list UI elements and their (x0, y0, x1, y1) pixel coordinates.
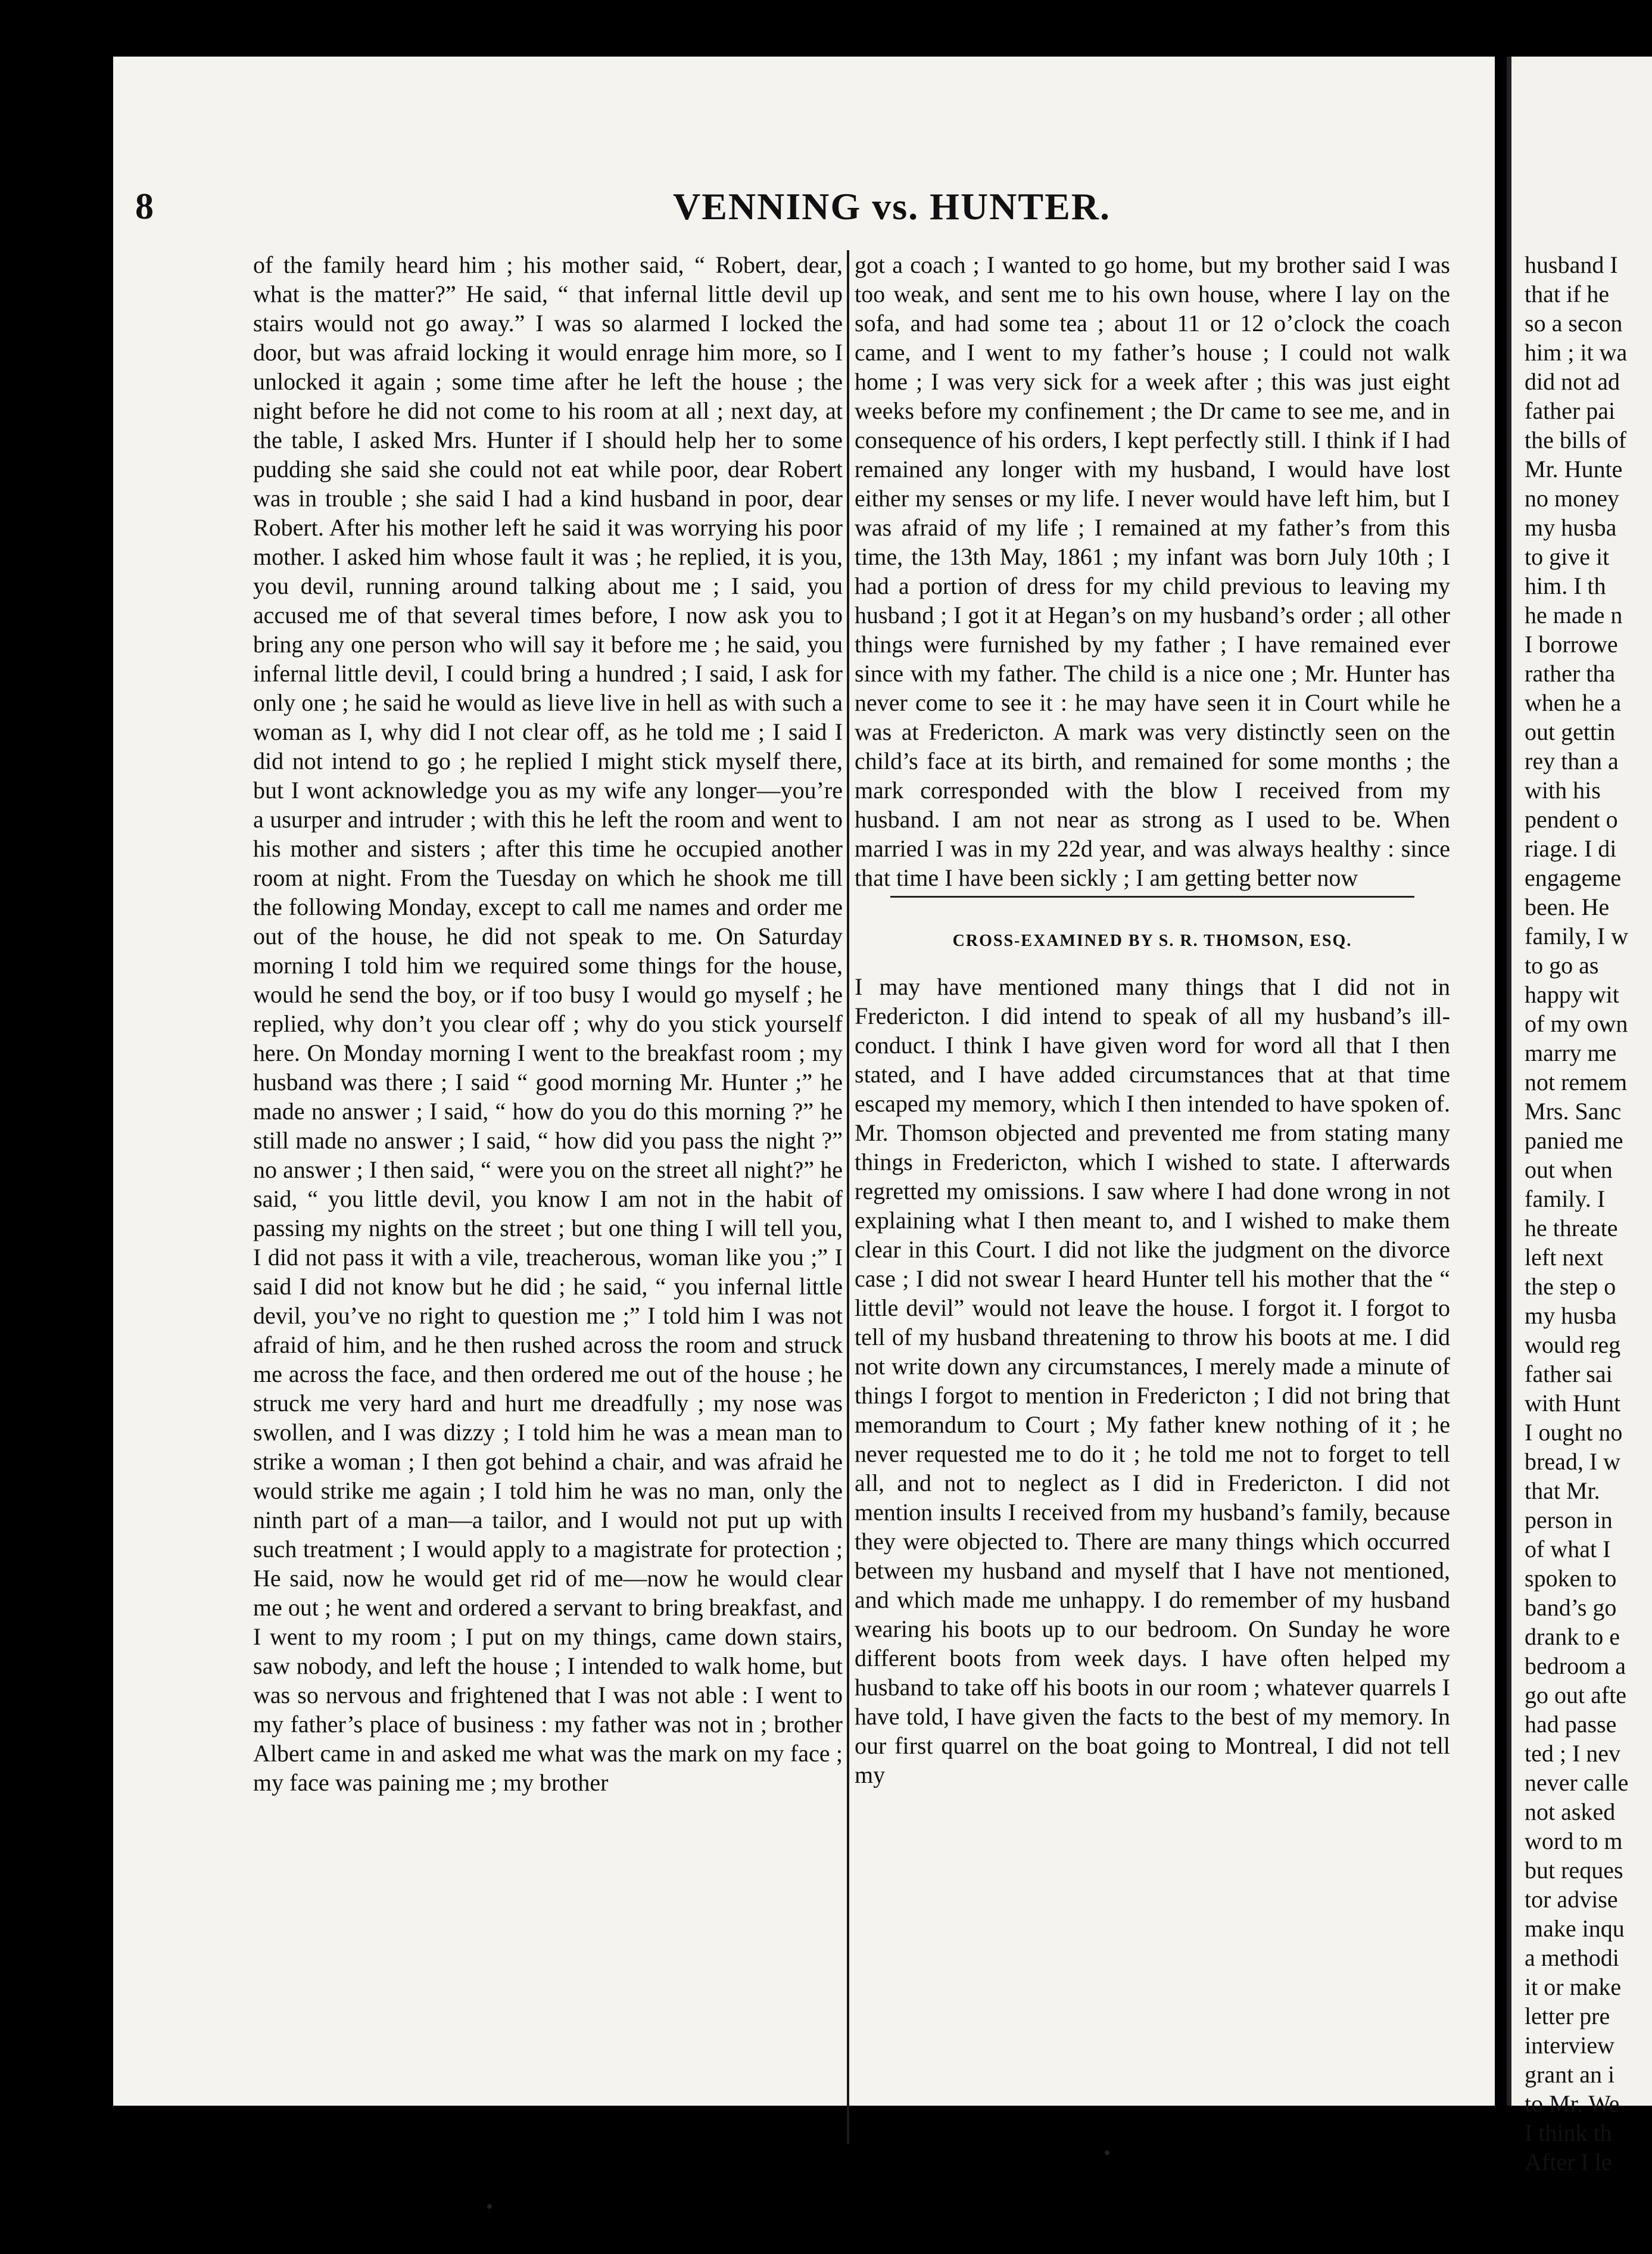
next-page-line: not asked (1525, 1798, 1616, 1825)
next-page-line: I think th (1525, 2119, 1612, 2146)
next-page-line: rather tha (1525, 660, 1616, 687)
running-title: VENNING vs. HUNTER. (673, 185, 1111, 228)
next-page-line: family, I w (1525, 923, 1629, 949)
next-page-line: interview (1525, 2032, 1615, 2059)
next-page-line: marry me (1525, 1039, 1617, 1066)
next-page-line: a methodi (1525, 1944, 1619, 1971)
right-column (855, 250, 1450, 1789)
next-page-line: that Mr. (1525, 1477, 1600, 1504)
next-page-line: of my own (1525, 1010, 1628, 1037)
next-page-line: person in (1525, 1506, 1613, 1533)
next-page-line: him ; it wa (1525, 339, 1628, 366)
next-page-line: band’s go (1525, 1594, 1617, 1621)
next-page-line: to go as (1525, 952, 1599, 979)
next-page-line: Mr. Hunte (1525, 456, 1623, 482)
next-page-line: bedroom a (1525, 1652, 1626, 1679)
next-page-line: letter pre (1525, 2003, 1610, 2029)
right-column-text-top: got a coach ; I wanted to go home, but my brother said I was too weak, and sent me to his own house, where I lay on the sofa, and had some tea ; about 11 or 12 o’clock the coach came, and I went to my father’s house ; I could not walk home ; I was very sick for a week after ; this was just eight weeks before my confinement ; the Dr came to see me, and in consequence of his orders, I kept perfectly still. I think if I had remained any longer with my husband, I would have lost either my senses or my life. I never would have left him, but I was afraid of my life ; I remained at my father’s from this time, the 13th May, 1861 ; my infant was born July 10th ; I had a portion of dress for my child previous to leaving my husband ; I got it at Hegan’s on my husband’s order ; all other things were furnished by my father ; I have remained ever since with my father. The child is a nice one ; Mr. Hunter has never come to see it : he may have seen it in Court while he was at Fredericton. A mark was very distinctly seen on the child’s face at its birth, and remained for some months ; the mark corresponded with the blow I received from my husband. I am not near as strong as I used to be. When married I was in my 22d year, and was always healthy : since that time I have been sickly ; I am getting better now (855, 251, 1450, 891)
next-page-line: drank to e (1525, 1623, 1620, 1650)
next-page-line: grant an i (1525, 2061, 1615, 2088)
next-page-line: panied me (1525, 1127, 1623, 1154)
next-page-line: when he a (1525, 689, 1622, 716)
next-page-line: no money (1525, 485, 1619, 512)
next-page-line: ted ; I nev (1525, 1740, 1621, 1767)
next-page-line: happy wit (1525, 981, 1619, 1008)
next-page-line: that if he (1525, 281, 1610, 307)
next-page-line: father pai (1525, 397, 1616, 424)
next-page-line: it or make (1525, 1973, 1622, 2000)
next-page-line: rey than a (1525, 748, 1619, 774)
next-page-line: tor advise (1525, 1886, 1618, 1913)
column-divider (847, 250, 849, 2144)
next-page-column (1525, 250, 1650, 2177)
section-heading: CROSS-EXAMINED BY S. R. THOMSON, ESQ. (952, 932, 1352, 950)
next-page-line: not remem (1525, 1069, 1628, 1095)
next-page-line: my husba (1525, 514, 1617, 541)
paper-speck (1105, 2150, 1109, 2155)
next-page-line: been. He (1525, 893, 1610, 920)
next-page-line: pendent o (1525, 806, 1618, 833)
left-column-text: of the family heard him ; his mother said, “ Robert, dear, what is the matter?” He said, “ that infernal little devil up stairs would not go away.” I was so alarmed I locked the door, but was afraid locking it would enrage him more, so I unlocked it again ; some time after he left the house ; the night before he did not come to his room at all ; next day, at the table, I asked Mrs. Hunter if I should help her to some pudding she said she could not eat while poor, dear Robert was in trouble ; she said I had a kind husband in poor, dear Robert. After his mother left he said it was worrying his poor mother. I asked him whose fault it was ; he replied, it is you, you devil, running around talking about me ; I said, you accused me of that several times before, I now ask you to bring any one person who will say it before me ; he said, you infernal little devil, I could bring a hundred ; I said, I ask for only one ; he said he would as lieve live in hell as with such a woman as I, why did I not clear off, as he told me ; I said I did not intend to go ; he replied I might stick myself there, but I wont acknowledge you as my wife any longer—you’re a usurper and intruder ; with this he left the room and went to his mother and sisters ; after this time he occupied another room at night. From the Tuesday on which he shook me till the following Monday, except to call me names and order me out of the house, he did not speak to me. On Saturday morning I told him we required some things for the house, would he send the boy, or if too busy I would go myself ; he replied, why don’t you clear off ; why do you stick yourself here. On Monday morning I went to the breakfast room ; my husband was there ; I said “ good morning Mr. Hunter ;” he made no answer ; I said, “ how do you do this morning ?” he still made no answer ; I said, “ how did you pass the night ?” no answer ; I then said, “ were you on the street all night?” he said, “ you little devil, you know I am not in the habit of passing my nights on the street ; but one thing I will tell you, I did not pass it with a vile, treacherous, woman like you ;” I said I did not know but he did ; he said, “ you infernal little devil, you’ve no right to question me ;” I told him I was not afraid of him, and he then rushed across the room and struck me across the face, and then ordered me out of the house ; he struck me very hard and hurt me dreadfully ; my nose was swollen, and I was dizzy ; I told him he was a mean man to strike a woman ; I then got behind a chair, and was afraid he would strike me again ; I told him he was no man, only the ninth part of a man—a tailor, and I would not put up with such treatment ; I would apply to a magistrate for protection ; He said, now he would get rid of me—now he would clear me out ; he went and ordered a servant to bring breakfast, and I went to my room ; I put on my things, came down stairs, saw nobody, and left the house ; I intended to walk home, but was so nervous and frightened that I was not able : I went to my father’s place of business : my father was not in ; brother Albert came in and asked me what was the mark on my face ; my face was paining me ; my brother (253, 251, 843, 1796)
next-page-line: to give it (1525, 543, 1610, 570)
next-page-line: with his (1525, 777, 1601, 804)
next-page-line: Mrs. Sanc (1525, 1098, 1622, 1125)
next-page-line: After I le (1525, 2149, 1612, 2175)
next-page-line: go out afte (1525, 1682, 1627, 1708)
next-page-line: out gettin (1525, 718, 1616, 745)
next-page-line: bread, I w (1525, 1448, 1621, 1475)
next-page-line: had passe (1525, 1711, 1617, 1738)
paper-speck (487, 2204, 492, 2209)
next-page-line: I ought no (1525, 1419, 1623, 1446)
next-page-line: engageme (1525, 864, 1622, 891)
left-column (253, 250, 843, 1797)
next-page-line: he threate (1525, 1215, 1618, 1241)
page-number: 8 (135, 186, 154, 227)
next-page-line: but reques (1525, 1857, 1623, 1883)
next-page-line: he made n (1525, 602, 1623, 628)
next-page-line: family. I (1525, 1185, 1606, 1212)
next-page-line: husband I (1525, 251, 1618, 278)
next-page-line: him. I th (1525, 572, 1606, 599)
next-page-line: of what I (1525, 1536, 1611, 1562)
next-page-line: the step o (1525, 1273, 1616, 1300)
next-page-line: would reg (1525, 1331, 1621, 1358)
next-page-line: spoken to (1525, 1565, 1617, 1592)
next-page-line: left next (1525, 1244, 1604, 1271)
next-page-line: so a secon (1525, 310, 1623, 337)
next-page-line: with Hunt (1525, 1390, 1621, 1416)
next-page-line: to Mr. We (1525, 2090, 1620, 2117)
next-page-line: I borrowe (1525, 631, 1618, 658)
section-rule (890, 896, 1414, 898)
next-page-line: riage. I di (1525, 835, 1617, 862)
right-column-text-bottom: I may have mentioned many things that I did not in Fredericton. I did intend to speak of all my husband’s ill-conduct. I think I have given word for word all that I then stated, and I have added circumstances that at that time escaped my memory, which I then intended to have spoken of. Mr. Thomson objected and prevented me from stating many things in Fredericton, which I wished to state. I afterwards regretted my omissions. I saw where I had done wrong in not explaining what I then meant to, and I wished to make them clear in this Court. I did not like the judgment on the divorce case ; I did not swear I heard Hunter tell his mother that the “ little devil” would not leave the house. I forgot it. I forgot to tell of my husband threatening to throw his boots at me. I did not write down any circumstances, I merely made a minute of things I forgot to mention in Fredericton ; I did not bring that memorandum to Court ; My father knew nothing of it ; he never requested me to do it ; he told me not to forget to tell all, and not to neglect as I did in Fredericton. I did not mention insults I received from my husband’s family, because they were objected to. There are many things which occurred between my husband and myself that I have not mentioned, and which made me unhappy. I do remember of my husband wearing his boots up to our bedroom. On Sunday he wore different boots from week days. I have often helped my husband to take off his boots in our room ; whatever quarrels I have told, I have given the facts to the best of my memory. In our first quarrel on the boat going to Montreal, I did not tell my (855, 973, 1450, 1788)
next-page-line: word to m (1525, 1828, 1623, 1854)
next-page-line: never calle (1525, 1769, 1629, 1796)
next-page-line: make inqu (1525, 1915, 1625, 1942)
next-page-line: father sai (1525, 1361, 1613, 1387)
next-page-line: did not ad (1525, 368, 1620, 395)
next-page-line: my husba (1525, 1302, 1617, 1329)
next-page-line: out when (1525, 1156, 1613, 1183)
next-page-line: the bills of (1525, 426, 1627, 453)
